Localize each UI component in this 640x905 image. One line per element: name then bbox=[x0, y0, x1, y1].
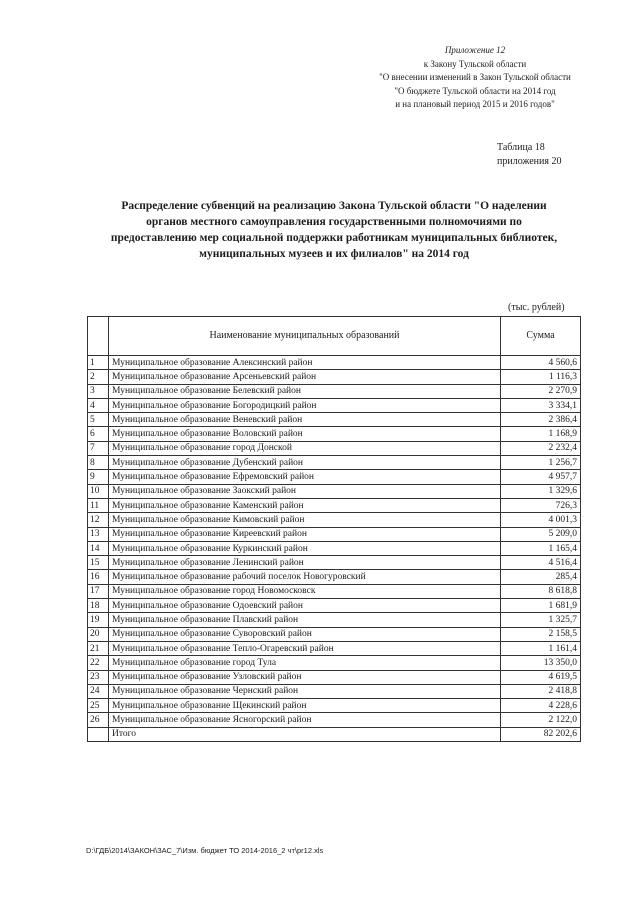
row-number: 9 bbox=[88, 470, 109, 484]
table-row bbox=[88, 641, 581, 655]
row-number: 8 bbox=[88, 456, 109, 470]
row-sum: 2 418,8 bbox=[501, 684, 581, 698]
row-name: Муниципальное образование Заокский район bbox=[109, 484, 501, 498]
table-number: Таблица 18 bbox=[497, 142, 545, 153]
row-name: Муниципальное образование Воловский район bbox=[109, 427, 501, 441]
row-sum: 1 681,9 bbox=[501, 599, 581, 613]
row-sum: 1 256,7 bbox=[501, 456, 581, 470]
row-sum: 82 202,6 bbox=[501, 727, 581, 741]
row-sum: 2 386,4 bbox=[501, 413, 581, 427]
row-number: 16 bbox=[88, 570, 109, 584]
row-number: 25 bbox=[88, 699, 109, 713]
row-sum: 1 168,9 bbox=[501, 427, 581, 441]
row-name: Муниципальное образование Арсеньевский район bbox=[109, 370, 501, 384]
row-name: Муниципальное образование Ефремовский район bbox=[109, 470, 501, 484]
table-row bbox=[88, 484, 581, 498]
row-number: 13 bbox=[88, 527, 109, 541]
appendix-law-title-2: "О бюджете Тульской области на 2014 год bbox=[394, 85, 556, 96]
row-name: Итого bbox=[109, 727, 501, 741]
row-number: 24 bbox=[88, 684, 109, 698]
table-row bbox=[88, 513, 581, 527]
row-name: Муниципальное образование Чернский район bbox=[109, 684, 501, 698]
row-name: Муниципальное образование Белевский район bbox=[109, 384, 501, 398]
row-sum: 1 329,6 bbox=[501, 484, 581, 498]
table-row bbox=[88, 584, 581, 598]
appendix-number: Приложение 12 bbox=[444, 45, 506, 55]
row-sum: 726,3 bbox=[501, 498, 581, 512]
table-row bbox=[88, 370, 581, 384]
table-header-row bbox=[88, 317, 581, 356]
row-sum: 4 957,7 bbox=[501, 470, 581, 484]
row-name: Муниципальное образование Тепло-Огаревский район bbox=[109, 641, 501, 655]
row-name: Муниципальное образование Узловский район bbox=[109, 670, 501, 684]
table-row bbox=[88, 556, 581, 570]
row-number: 6 bbox=[88, 427, 109, 441]
row-sum: 2 232,4 bbox=[501, 441, 581, 455]
row-number: 5 bbox=[88, 413, 109, 427]
row-name: Муниципальное образование рабочий поселок Новогуровский bbox=[109, 570, 501, 584]
table-row bbox=[88, 713, 581, 727]
row-sum: 4 619,5 bbox=[501, 670, 581, 684]
row-name: Муниципальное образование Веневский район bbox=[109, 413, 501, 427]
row-sum: 4 001,3 bbox=[501, 513, 581, 527]
table-row bbox=[88, 456, 581, 470]
row-number: 19 bbox=[88, 613, 109, 627]
row-name: Муниципальное образование Суворовский район bbox=[109, 627, 501, 641]
row-sum: 2 270,9 bbox=[501, 384, 581, 398]
row-number: 1 bbox=[88, 356, 109, 370]
table-reference bbox=[497, 141, 561, 169]
row-sum: 1 325,7 bbox=[501, 613, 581, 627]
table-row bbox=[88, 684, 581, 698]
row-sum: 4 560,6 bbox=[501, 356, 581, 370]
row-sum: 1 161,4 bbox=[501, 641, 581, 655]
table-row bbox=[88, 613, 581, 627]
row-name: Муниципальное образование Ясногорский район bbox=[109, 713, 501, 727]
row-name: Муниципальное образование город Донской bbox=[109, 441, 501, 455]
table-body bbox=[88, 356, 581, 742]
total-row bbox=[88, 727, 581, 741]
units-label: (тыс. рублей) bbox=[508, 302, 565, 313]
table-row bbox=[88, 413, 581, 427]
row-sum: 285,4 bbox=[501, 570, 581, 584]
row-name: Муниципальное образование город Новомосковск bbox=[109, 584, 501, 598]
row-name: Муниципальное образование Алексинский район bbox=[109, 356, 501, 370]
row-number: 4 bbox=[88, 398, 109, 412]
row-name: Муниципальное образование город Тула bbox=[109, 656, 501, 670]
row-name: Муниципальное образование Одоевский район bbox=[109, 599, 501, 613]
table-row bbox=[88, 427, 581, 441]
row-number: 15 bbox=[88, 556, 109, 570]
table-row bbox=[88, 384, 581, 398]
row-sum: 3 334,1 bbox=[501, 398, 581, 412]
row-sum: 5 209,0 bbox=[501, 527, 581, 541]
subsidy-table bbox=[87, 316, 581, 742]
row-number: 2 bbox=[88, 370, 109, 384]
column-header-sum: Сумма bbox=[501, 317, 581, 356]
row-name: Муниципальное образование Киреевский район bbox=[109, 527, 501, 541]
row-number: 22 bbox=[88, 656, 109, 670]
title-line-4: муниципальных музеев и их филиалов" на 2014 год bbox=[199, 248, 469, 260]
table-row bbox=[88, 541, 581, 555]
row-number bbox=[88, 727, 109, 741]
row-number: 17 bbox=[88, 584, 109, 598]
table-row bbox=[88, 470, 581, 484]
appendix-law-title-1: "О внесении изменений в Закон Тульской области bbox=[379, 72, 571, 82]
table-row bbox=[88, 398, 581, 412]
row-number: 3 bbox=[88, 384, 109, 398]
appendix-header bbox=[360, 44, 590, 112]
table-row bbox=[88, 670, 581, 684]
row-name: Муниципальное образование Ленинский район bbox=[109, 556, 501, 570]
row-sum: 2 158,5 bbox=[501, 627, 581, 641]
row-sum: 1 165,4 bbox=[501, 541, 581, 555]
row-name: Муниципальное образование Дубенский район bbox=[109, 456, 501, 470]
appendix-law-title-3: и на плановый период 2015 и 2016 годов" bbox=[395, 99, 555, 109]
title-line-3: предоставлению мер социальной поддержки работникам муниципальных библиотек, bbox=[110, 232, 558, 244]
row-number: 12 bbox=[88, 513, 109, 527]
row-sum: 13 350,0 bbox=[501, 656, 581, 670]
row-sum: 1 116,3 bbox=[501, 370, 581, 384]
row-sum: 2 122,0 bbox=[501, 713, 581, 727]
row-name: Муниципальное образование Плавский район bbox=[109, 613, 501, 627]
file-path-footer: D:\ГДБ\2014\ЗАКОН\ЗАС_7\Изм. бюджет ТО 2014-2016_2 чт\pr12.xls bbox=[86, 846, 324, 855]
table-row bbox=[88, 441, 581, 455]
column-header-number bbox=[88, 317, 109, 356]
row-name: Муниципальное образование Богородицкий район bbox=[109, 398, 501, 412]
title-line-1: Распределение субвенций на реализацию Закона Тульской области "О наделении bbox=[121, 200, 547, 212]
row-number: 18 bbox=[88, 599, 109, 613]
document-title bbox=[84, 198, 584, 262]
table-appendix-ref: приложения 20 bbox=[497, 156, 562, 167]
row-sum: 4 228,6 bbox=[501, 699, 581, 713]
table-row bbox=[88, 570, 581, 584]
table-row bbox=[88, 656, 581, 670]
table-row bbox=[88, 627, 581, 641]
row-number: 14 bbox=[88, 541, 109, 555]
table-row bbox=[88, 699, 581, 713]
row-number: 26 bbox=[88, 713, 109, 727]
table-row bbox=[88, 527, 581, 541]
table-row bbox=[88, 356, 581, 370]
row-number: 20 bbox=[88, 627, 109, 641]
column-header-name: Наименование муниципальных образований bbox=[109, 317, 501, 356]
row-number: 21 bbox=[88, 641, 109, 655]
table-row bbox=[88, 599, 581, 613]
row-sum: 4 516,4 bbox=[501, 556, 581, 570]
row-number: 11 bbox=[88, 498, 109, 512]
title-line-2: органов местного самоуправления государственными полномочиями по bbox=[146, 216, 522, 228]
row-name: Муниципальное образование Куркинский район bbox=[109, 541, 501, 555]
table-row bbox=[88, 498, 581, 512]
row-number: 7 bbox=[88, 441, 109, 455]
row-name: Муниципальное образование Кимовский район bbox=[109, 513, 501, 527]
row-name: Муниципальное образование Каменский район bbox=[109, 498, 501, 512]
row-number: 23 bbox=[88, 670, 109, 684]
row-number: 10 bbox=[88, 484, 109, 498]
appendix-law-ref: к Закону Тульской области bbox=[423, 58, 527, 69]
row-name: Муниципальное образование Щекинский район bbox=[109, 699, 501, 713]
row-sum: 8 618,8 bbox=[501, 584, 581, 598]
